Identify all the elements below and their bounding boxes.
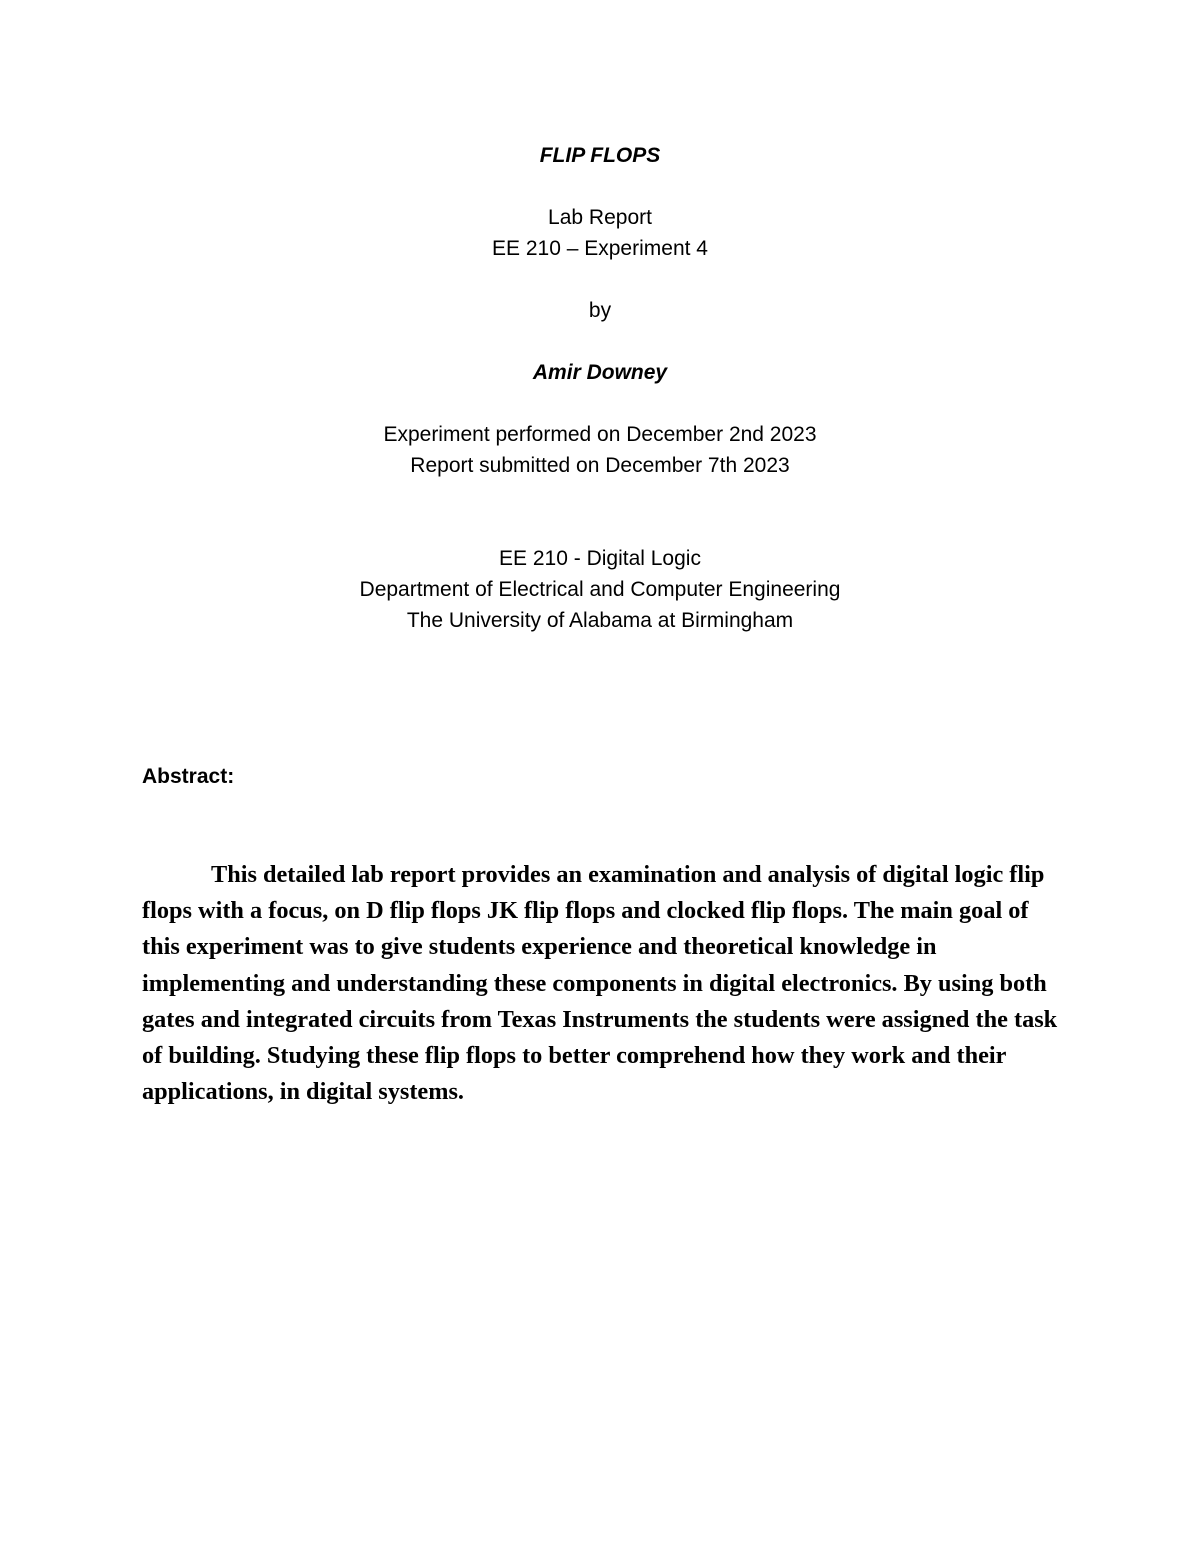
abstract-heading: Abstract: [142,765,235,788]
university: The University of Alabama at Birmingham [406,609,794,632]
course-name: EE 210 - Digital Logic [499,547,701,570]
abstract-body: This detailed lab report provides an examination and analysis of digital logic flip flops with a focus, on D flip flops JK flip flops and clocked flip flops. The main goal of this experiment was to give students experience and theoretical knowledge in implementing and understanding these components in digital electronics. By using both gates and integrated circuits from Texas Instruments the students were assigned the task of building. Studying these flip flops to better comprehend how they work and their applications, in digital systems. [142,861,1058,1106]
by-label: by [588,299,612,322]
submitted-date: Report submitted on December 7th 2023 [410,454,790,477]
author-name: Amir Downey [532,361,668,384]
course-experiment: EE 210 – Experiment 4 [492,237,708,260]
report-title: FLIP FLOPS [539,144,661,167]
performed-date: Experiment performed on December 2nd 2023 [383,423,817,446]
department: Department of Electrical and Computer Engineering [359,578,841,601]
report-type: Lab Report [548,206,652,229]
